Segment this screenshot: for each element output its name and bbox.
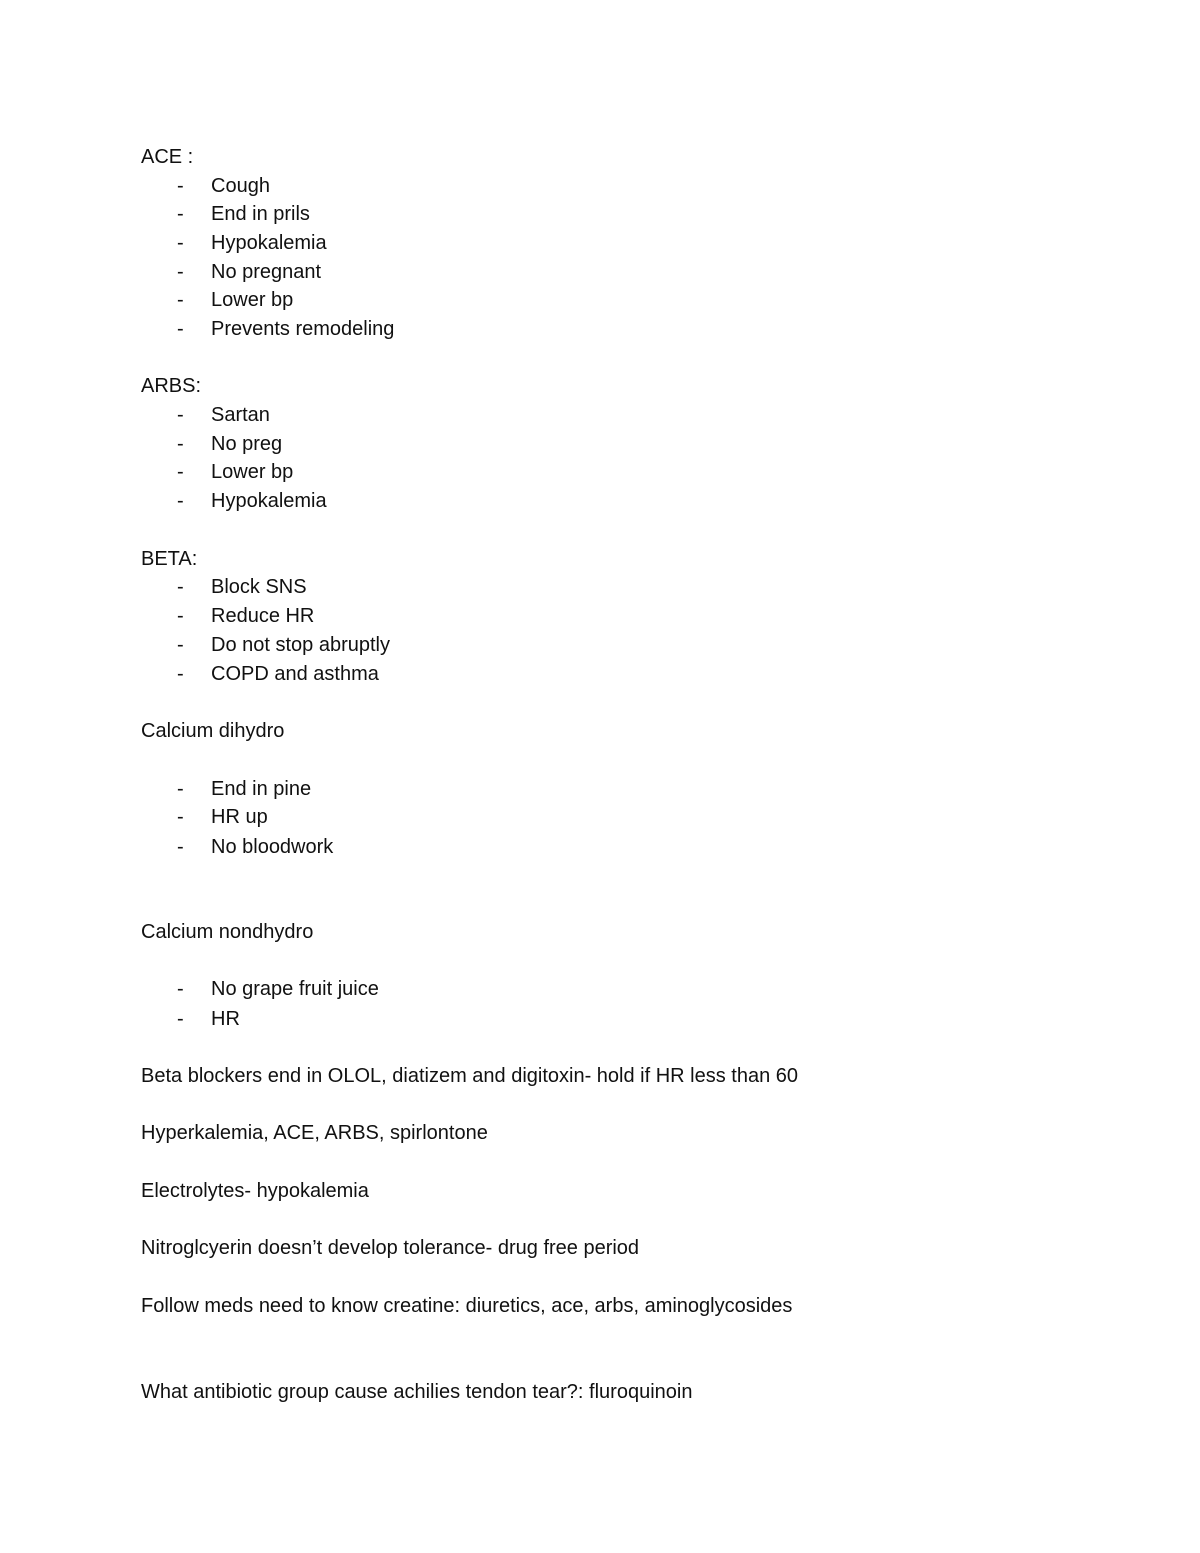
note-line: Follow meds need to know creatine: diuretics, ace, arbs, aminoglycosides <box>141 1295 793 1317</box>
bullet-dash: - <box>177 232 184 254</box>
list-item-text: Do not stop abruptly <box>211 634 390 656</box>
list-item-text: Sartan <box>211 404 270 426</box>
bullet-dash: - <box>177 175 184 197</box>
list-item-text: Cough <box>211 175 270 197</box>
list-item-text: No grape fruit juice <box>211 978 379 1000</box>
bullet-dash: - <box>177 605 184 627</box>
note-line: Beta blockers end in OLOL, diatizem and digitoxin- hold if HR less than 60 <box>141 1065 799 1087</box>
section-heading-ace: ACE : <box>141 146 194 168</box>
bullet-dash: - <box>177 461 184 483</box>
section-heading-calcium-dihydro: Calcium dihydro <box>141 720 285 742</box>
note-line: Nitroglcyerin doesn’t develop tolerance- drug free period <box>141 1237 640 1259</box>
bullet-dash: - <box>177 1008 184 1030</box>
list-item-text: HR up <box>211 806 268 828</box>
list-item-text: Reduce HR <box>211 605 315 627</box>
list-item-text: No bloodwork <box>211 836 334 858</box>
list-item-text: COPD and asthma <box>211 663 379 685</box>
list-item-text: Lower bp <box>211 461 294 483</box>
bullet-dash: - <box>177 806 184 828</box>
list-item-text: Block SNS <box>211 576 307 598</box>
list-item-text: Lower bp <box>211 289 294 311</box>
list-item-text: HR <box>211 1008 240 1030</box>
bullet-dash: - <box>177 261 184 283</box>
list-item-text: Hypokalemia <box>211 490 327 512</box>
list-item-text: No preg <box>211 433 283 455</box>
bullet-dash: - <box>177 778 184 800</box>
list-item-text: Prevents remodeling <box>211 318 395 340</box>
bullet-dash: - <box>177 318 184 340</box>
note-line: Electrolytes- hypokalemia <box>141 1180 369 1202</box>
bullet-dash: - <box>177 490 184 512</box>
bullet-dash: - <box>177 634 184 656</box>
section-heading-calcium-nondhydro: Calcium nondhydro <box>141 921 314 943</box>
section-heading-arbs: ARBS: <box>141 375 202 397</box>
bullet-dash: - <box>177 433 184 455</box>
list-item-text: No pregnant <box>211 261 322 283</box>
note-line: Hyperkalemia, ACE, ARBS, spirlontone <box>141 1122 488 1144</box>
bullet-dash: - <box>177 978 184 1000</box>
list-item-text: End in prils <box>211 203 310 225</box>
bullet-dash: - <box>177 203 184 225</box>
bullet-dash: - <box>177 663 184 685</box>
bullet-dash: - <box>177 576 184 598</box>
list-item-text: Hypokalemia <box>211 232 327 254</box>
note-line: What antibiotic group cause achilies tendon tear?: fluroquinoin <box>141 1381 693 1403</box>
bullet-dash: - <box>177 836 184 858</box>
bullet-dash: - <box>177 289 184 311</box>
section-heading-beta: BETA: <box>141 548 198 570</box>
bullet-dash: - <box>177 404 184 426</box>
list-item-text: End in pine <box>211 778 312 800</box>
